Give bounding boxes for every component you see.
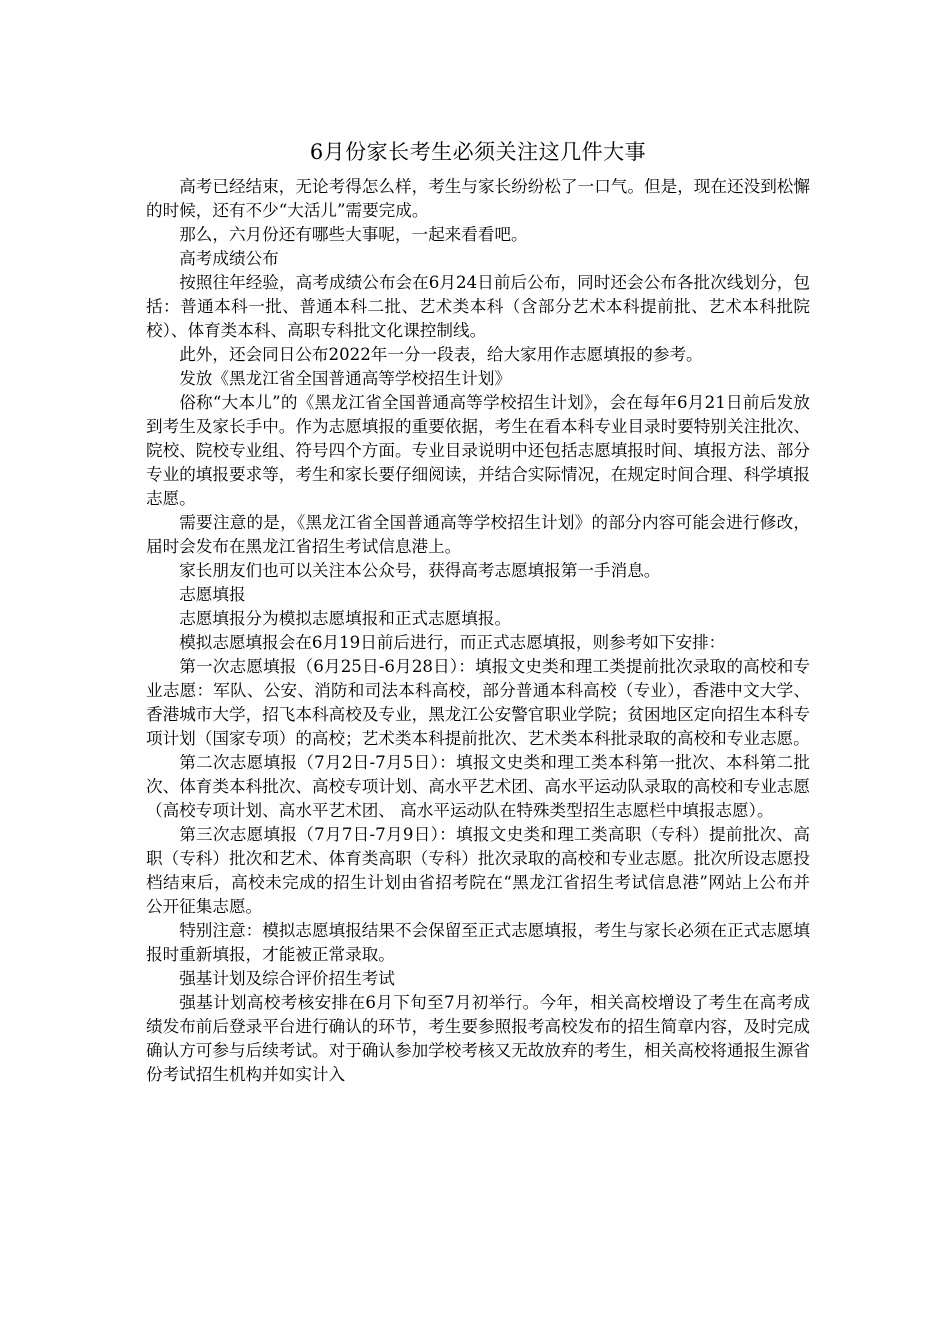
section-heading-strong-base: 强基计划及综合评价招生考试 [179,969,395,988]
paragraph-score-table: 此外，还会同日公布2022年一分一段表，给大家用作志愿填报的参考。 [179,345,703,364]
paragraph-strong-base: 强基计划高校考核安排在6月下旬至7月初举行。今年，相关高校增设了考生在高考成绩发布前后登录平台进行确认的环节，考生要参照报考高校发布的招生简章内容，及时完成确认方可参与后续考试。对于确认参加学校考核又无故放弃的考生，相关高校将通报生源省份考试招生机构并如实计入 [146,993,810,1084]
paragraph-third-round: 第三次志愿填报（7月7日-7月9日）：填报文史类和理工类高职（专科）提前批次、高职（专科）批次和艺术、体育类高职（专科）批次录取的高校和专业志愿。批次所设志愿投档结束后，高校未完成的招生计划由省招考院在“黑龙江省招生考试信息港”网站上公布并公开征集志愿。 [146,825,810,916]
paragraph-plan-note: 需要注意的是，《黑龙江省全国普通高等学校招生计划》的部分内容可能会进行修改，届时会发布在黑龙江省招生考试信息港上。 [146,513,810,556]
paragraph-plan: 俗称“大本儿”的《黑龙江省全国普通高等学校招生计划》，会在每年6月21日前后发放到考生及家长手中。作为志愿填报的重要依据，考生在看本科专业目录时要特别关注批次、院校、院校专业组、符号四个方面。专业目录说明中还包括志愿填报时间、填报方法、部分专业的填报要求等，考生和家长要仔细阅读，并结合实际情况，在规定时间合理、科学填报志愿。 [146,393,810,508]
paragraph-second-round: 第二次志愿填报（7月2日-7月5日）：填报文史类和理工类本科第一批次、本科第二批次、体育类本科批次、高校专项计划、高水平艺术团、高水平运动队录取的高校和专业志愿（高校专项计划、高水平艺术团、 高水平运动队在特殊类型招生志愿栏中填报志愿）。 [146,753,810,820]
document-body [146,175,810,1087]
section-heading-scores: 高考成绩公布 [179,249,279,268]
document-page [146,135,810,1087]
paragraph-question: 那么，六月份还有哪些大事呢，一起来看看吧。 [179,225,528,244]
paragraph-special-note: 特别注意：模拟志愿填报结果不会保留至正式志愿填报，考生与家长必须在正式志愿填报时重新填报，才能被正常录取。 [146,921,810,964]
paragraph-application-types: 志愿填报分为模拟志愿填报和正式志愿填报。 [179,609,512,628]
document-title: 6月份家长考生必须关注这几件大事 [309,140,647,164]
paragraph-scores: 按照往年经验，高考成绩公布会在6月24日前后公布，同时还会公布各批次线划分，包括：普通本科一批、普通本科二批、艺术类本科（含部分艺术本科提前批、艺术本科批院校）、体育类本科、高职专科批文化课控制线。 [146,273,810,340]
section-heading-plan: 发放《黑龙江省全国普通高等学校招生计划》 [179,369,512,388]
section-heading-application: 志愿填报 [179,585,246,604]
paragraph-mock-application: 模拟志愿填报会在6月19日前后进行，而正式志愿填报，则参考如下安排： [179,633,726,652]
paragraph-follow: 家长朋友们也可以关注本公众号，获得高考志愿填报第一手消息。 [179,561,661,580]
paragraph-first-round: 第一次志愿填报（6月25日-6月28日）：填报文史类和理工类提前批次录取的高校和专业志愿：军队、公安、消防和司法本科高校，部分普通本科高校（专业），香港中文大学、香港城市大学，招飞本科高校及专业，黑龙江公安警官职业学院；贫困地区定向招生本科专项计划（国家专项）的高校；艺术类本科提前批次、艺术类本科批录取的高校和专业志愿。 [146,657,810,748]
paragraph-intro: 高考已经结束，无论考得怎么样，考生与家长纷纷松了一口气。但是，现在还没到松懈的时候，还有不少“大活儿”需要完成。 [146,177,810,220]
